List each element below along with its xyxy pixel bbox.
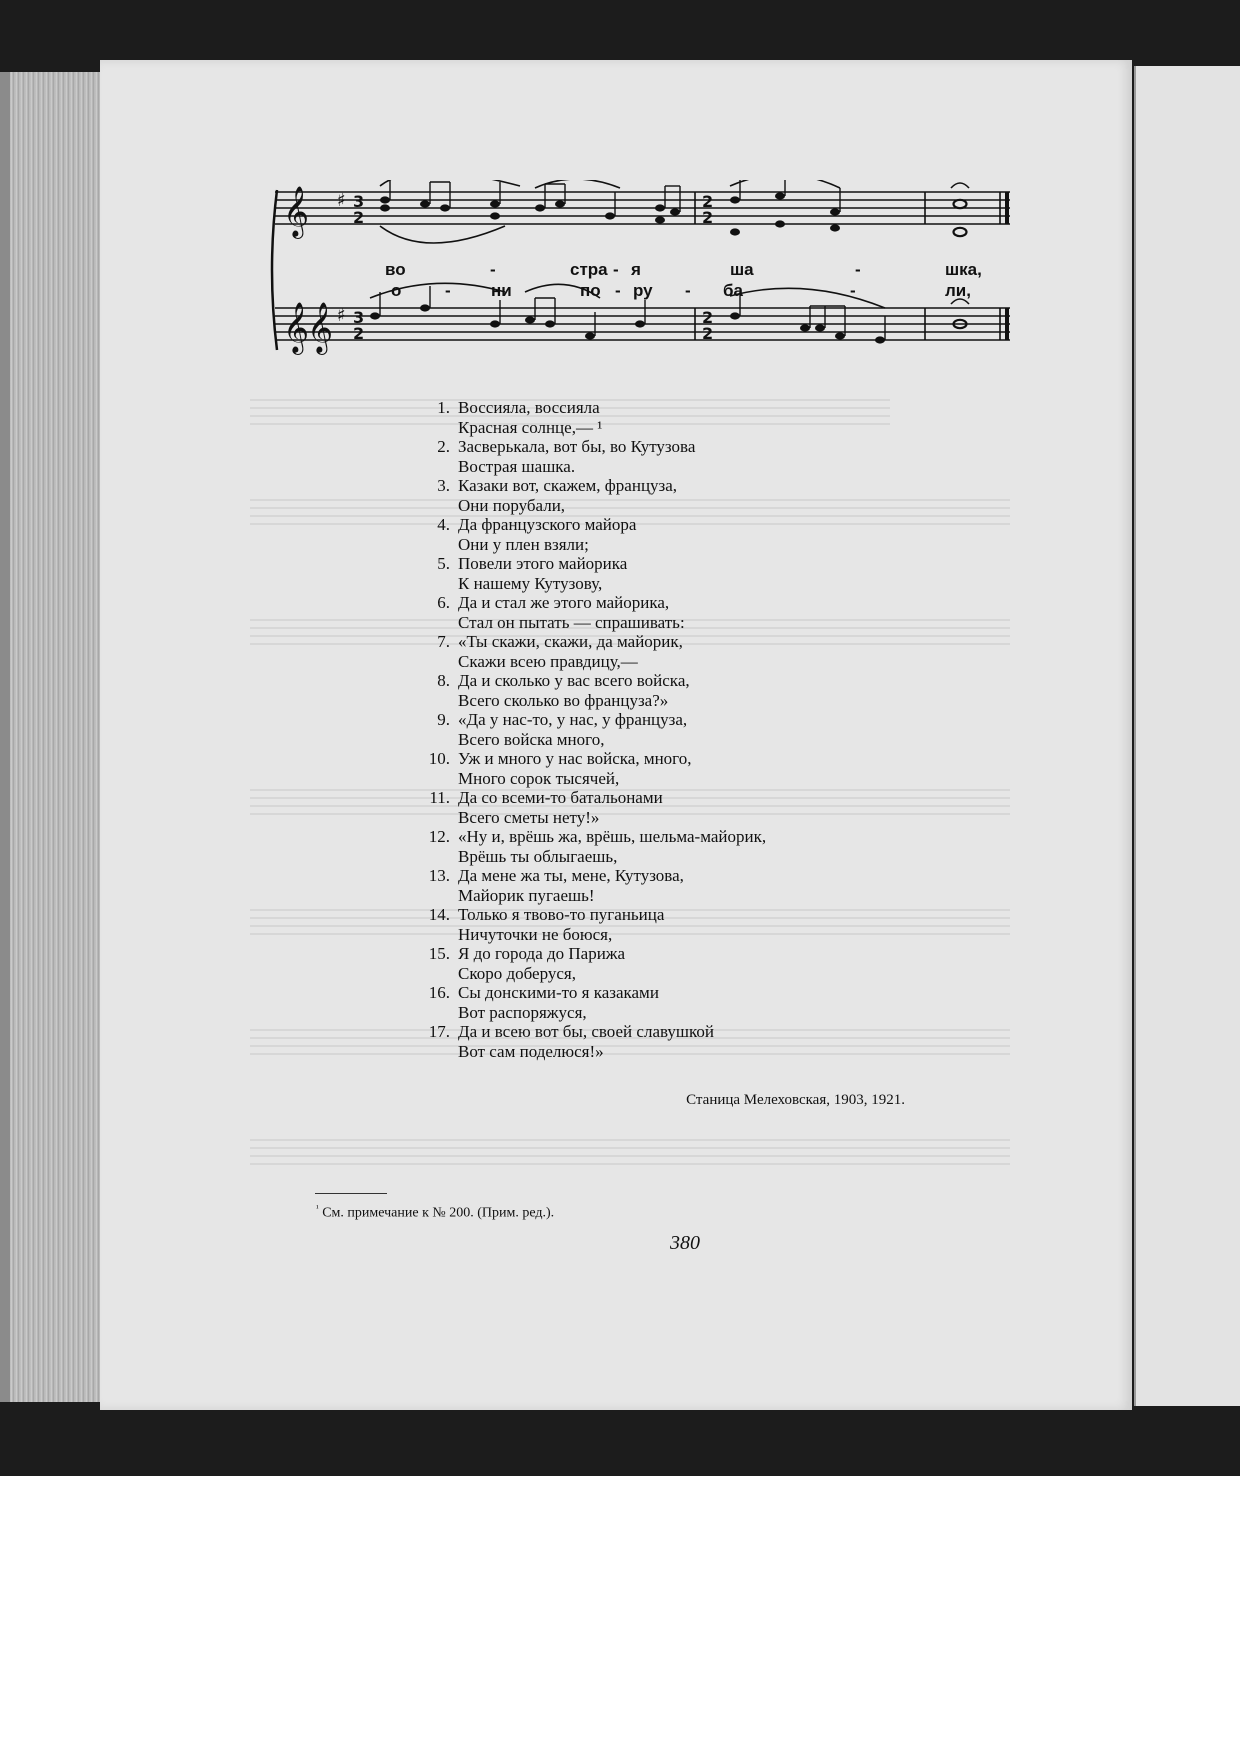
verse-line: Да и стал же этого майорика,: [458, 593, 670, 612]
verse: [400, 671, 920, 710]
lyric-syllable: во: [385, 260, 406, 279]
lyric-syllable: ру: [633, 281, 653, 300]
time-sig-1-bottom-lower: 2: [353, 324, 365, 343]
verse: [400, 398, 920, 437]
verse-line: Да и сколько у вас всего войска,: [458, 671, 690, 690]
verse-line: Они у плен взяли;: [458, 534, 589, 554]
verse: [400, 476, 920, 515]
verse: [400, 788, 920, 827]
music-score: [265, 180, 1010, 370]
verse-number: 4.: [437, 515, 450, 534]
lyric-syllable: -: [855, 260, 861, 279]
verse-list: [400, 398, 920, 1061]
verse-line: «Ты скажи, скажи, да майорик,: [458, 632, 683, 651]
verse-number: 11.: [429, 788, 450, 807]
verse-number: 15.: [428, 944, 450, 963]
verse-number: 17.: [428, 1022, 450, 1041]
time-sig-2-top-lower: 2: [702, 308, 714, 327]
verse-line: Майорик пугаешь!: [458, 885, 595, 905]
verse: [400, 866, 920, 905]
verse-line: Всего сметы нету!»: [458, 807, 600, 827]
verse-line: Красная солнце,— ¹: [458, 417, 603, 437]
verse: [400, 905, 920, 944]
verse-line: Вот сам поделюся!»: [458, 1041, 604, 1061]
lyric-syllable: ни: [491, 281, 512, 300]
verse-number: 1.: [437, 398, 450, 417]
verse-line: Скажи всею правдицу,—: [458, 651, 638, 671]
verse-number: 10.: [428, 749, 450, 768]
treble-clef-upper: 𝄞: [283, 186, 310, 237]
page-number: 380: [670, 1232, 700, 1254]
verse-line: Вот распоряжуся,: [458, 1002, 587, 1022]
verse-line: Ничуточки не боюся,: [458, 924, 613, 944]
verse-line: Воссияла, воссияла: [458, 398, 600, 417]
footnote-text: См. примечание к № 200. (Прим. ред.).: [322, 1205, 555, 1221]
verse-line: К нашему Кутузову,: [458, 573, 603, 593]
verse-line: «Ну и, врёшь жа, врёшь, шельма-майорик,: [458, 827, 767, 846]
verse-number: 14.: [428, 905, 450, 924]
time-sig-2-bottom-upper: 2: [702, 208, 714, 227]
footnote-mark: ¹: [316, 1203, 319, 1213]
system-brace: [272, 190, 277, 350]
time-sig-2-bottom-lower: 2: [702, 324, 714, 343]
verse-number: 3.: [437, 476, 450, 495]
verse: [400, 827, 920, 866]
verse-number: 6.: [437, 593, 450, 612]
verse-line: Всего войска много,: [458, 729, 605, 749]
verse: [400, 632, 920, 671]
verse: [400, 515, 920, 554]
lyric-syllable: -: [490, 260, 496, 279]
verse: [400, 710, 920, 749]
lyric-syllable: стра: [570, 260, 608, 279]
lyric-syllable: -: [850, 281, 856, 300]
verse-line: Врёшь ты облыгаешь,: [458, 846, 618, 866]
verse-line: «Да у нас-то, у нас, у француза,: [458, 710, 688, 729]
footnote-divider: [315, 1193, 387, 1194]
verse-number: 2.: [437, 437, 450, 456]
verse-number: 7.: [437, 632, 450, 651]
lyric-syllable: -: [685, 281, 691, 300]
lyric-syllable: -: [613, 260, 619, 279]
verse-number: 9.: [437, 710, 450, 729]
verse-number: 12.: [428, 827, 450, 846]
lyric-syllable: -: [615, 281, 621, 300]
verse-line: Повели этого майорика: [458, 554, 628, 573]
verse-line: Уж и много у нас войска, много,: [458, 749, 692, 768]
verse-number: 8.: [437, 671, 450, 690]
verse-line: Да со всеми-то батальонами: [458, 788, 663, 807]
verse-line: Сы донскими-то я казаками: [458, 983, 659, 1002]
verse-line: Скоро доберуся,: [458, 963, 576, 983]
verse-line: Вострая шашка.: [458, 456, 576, 476]
verse-line: Засверькала, вот бы, во Кутузова: [458, 437, 696, 456]
time-sig-1-bottom-upper: 2: [353, 208, 365, 227]
verse-number: 5.: [437, 554, 450, 573]
verse-line: Много сорок тысячей,: [458, 768, 620, 788]
verse: [400, 749, 920, 788]
verse: [400, 593, 920, 632]
lyric-syllable: -: [445, 281, 451, 300]
verse: [400, 437, 920, 476]
lyric-syllable: ша: [730, 260, 754, 279]
lyric-syllable: ли,: [945, 281, 971, 300]
treble-clef-lower-1: 𝄞: [283, 302, 310, 353]
verse-number: 13.: [428, 866, 450, 885]
time-sig-1-top-lower: 3: [353, 308, 365, 327]
verse-line: Казаки вот, скажем, француза,: [458, 476, 678, 495]
page-number-row: [0, 1232, 1240, 1255]
lyric-syllable: я: [631, 260, 641, 279]
source-attribution: Станица Мелеховская, 1903, 1921.: [686, 1092, 905, 1108]
lyric-syllable: о: [391, 281, 402, 300]
verse-number: 16.: [428, 983, 450, 1002]
verse-line: Да и всею вот бы, своей славушкой: [458, 1022, 715, 1041]
time-sig-2-top-upper: 2: [702, 192, 714, 211]
time-sig-1-top-upper: 3: [353, 192, 365, 211]
verse-line: Только я твово-то пуганьица: [458, 905, 665, 924]
verse: [400, 983, 920, 1022]
facing-page-edge: [1134, 66, 1240, 1406]
verse-line: Да французского майора: [458, 515, 637, 534]
sharp-lower: ♯: [337, 305, 346, 326]
verse-line: Всего сколько во француза?»: [458, 690, 669, 710]
verse: [400, 554, 920, 593]
verse-line: Они порубали,: [458, 495, 566, 515]
verse-line: Я до города до Парижа: [458, 944, 626, 963]
lyric-syllable: шка,: [945, 260, 982, 279]
treble-clef-lower-2: 𝄞: [307, 302, 334, 353]
verse-line: Да мене жа ты, мене, Кутузова,: [458, 866, 684, 885]
footnote: [316, 1203, 554, 1222]
sharp-upper: ♯: [337, 190, 346, 211]
lyric-syllable: ба: [723, 281, 743, 300]
verse-line: Стал он пытать — спрашивать:: [458, 612, 685, 632]
verse: [400, 1022, 920, 1061]
book-page-edges: [0, 72, 104, 1402]
verse: [400, 944, 920, 983]
lyric-syllable: по: [580, 281, 601, 300]
